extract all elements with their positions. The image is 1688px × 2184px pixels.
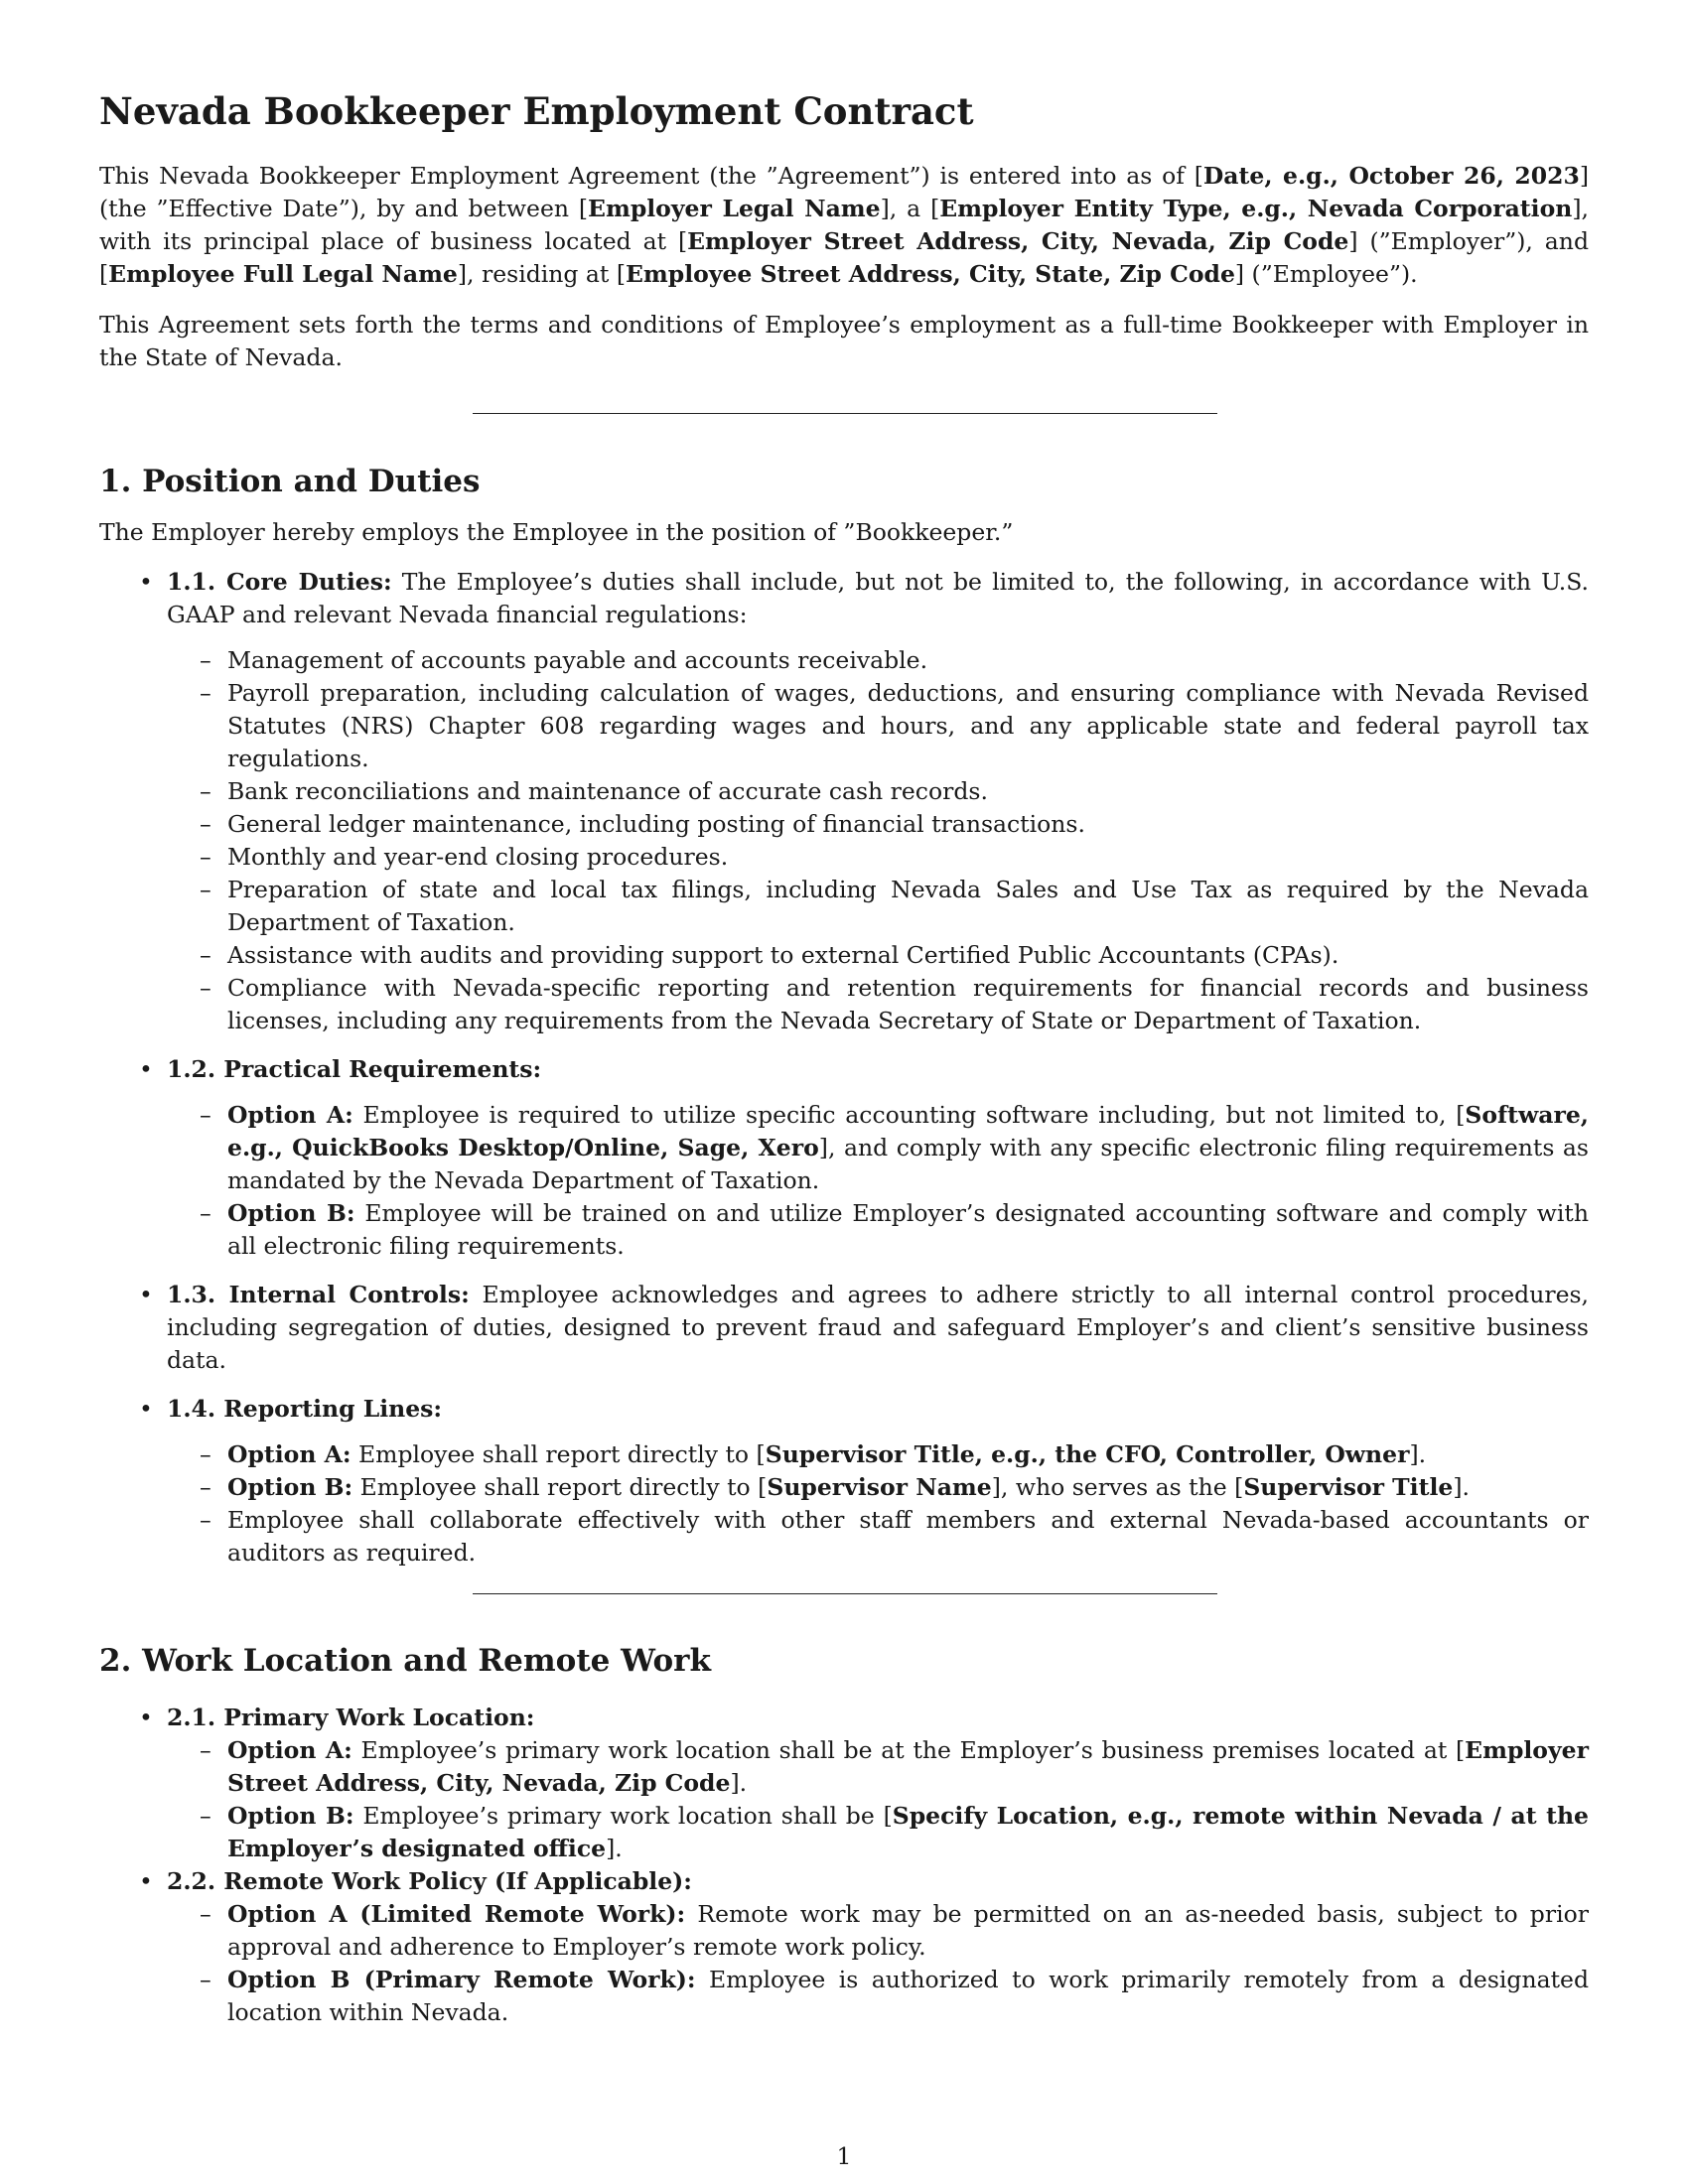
supervisor-title-placeholder: Supervisor Title, e.g., the CFO, Controller, Owner	[765, 1440, 1410, 1468]
employer-name-placeholder: Employer Legal Name	[588, 195, 881, 222]
section-1-heading: 1. Position and Duties	[99, 464, 481, 499]
core-duties-sublist	[167, 644, 1589, 1037]
supervisor-name-placeholder: Supervisor Name	[767, 1473, 992, 1501]
internal-controls-item: • 1.3. Internal Controls: Employee acknowledges and agrees to adhere strictly to all internal control procedures, including segregation of duties, designed to prevent fraud and safeguard Employer’s and client’s sensitive business data.	[99, 1279, 1589, 1377]
employee-address-placeholder: Employee Street Address, City, State, Zip Code	[626, 260, 1235, 288]
list-item: – Option B (Primary Remote Work): Employee is authorized to work primarily remotely from a designated location within Nevada.	[167, 1964, 1589, 2029]
work-address-placeholder: Employer Street Address, City, Nevada, Zip Code	[227, 1736, 1589, 1797]
reporting-lines-item: • 1.4. Reporting Lines: – Option A: Employee shall report directly to [Supervisor Title, e.g., the CFO, Controller, Owner]. – Option B: Employee shall report directly to [Supervisor Name], who serves as the [Supervisor Title]. – Employee shall collaborate effectively with other staff members and external Nevada-based accountants or auditors as required.	[99, 1393, 1589, 1570]
list-item: – Payroll preparation, including calculation of wages, deductions, and ensuring compliance with Nevada Revised Statutes (NRS) Chapter 608 regarding wages and hours, and any applicable state and federal payroll tax regulations.	[167, 677, 1589, 775]
date-placeholder: Date, e.g., October 26, 2023	[1202, 162, 1580, 190]
page-number: 1	[836, 2142, 852, 2170]
intro-paragraph-2: This Agreement sets forth the terms and conditions of Employee’s employment as a full-time Bookkeeper with Employer in the State of Nevada.	[99, 311, 1589, 371]
document-page	[99, 0, 1589, 2184]
list-item: – Preparation of state and local tax filings, including Nevada Sales and Use Tax as required by the Nevada Department of Taxation.	[167, 874, 1589, 939]
section-divider	[473, 413, 1217, 414]
list-item: – Option A: Employee shall report directly to [Supervisor Title, e.g., the CFO, Controller, Owner].	[167, 1438, 1589, 1471]
remote-work-policy-item: • 2.2. Remote Work Policy (If Applicable): – Option A (Limited Remote Work): Remote work may be permitted on an as-needed basis, subject to prior approval and adherence to Employer’s remote work policy. – Option B (Primary Remote Work): Employee is authorized to work primarily remotely from a designated location within Nevada.	[99, 1865, 1589, 2029]
list-item: – Option A (Limited Remote Work): Remote work may be permitted on an as-needed basis, subject to prior approval and adherence to Employer’s remote work policy.	[167, 1898, 1589, 1964]
primary-work-location-item: • 2.1. Primary Work Location: – Option A: Employee’s primary work location shall be at the Employer’s business premises located at [Employer Street Address, City, Nevada, Zip Code]. – Option B: Employee’s primary work location shall be [Specify Location, e.g., remote within Nevada / at the Employer’s designated office].	[99, 1702, 1589, 1865]
section-1-lead: The Employer hereby employs the Employee in the position of ”Bookkeeper.”	[99, 518, 1014, 546]
employer-address-placeholder: Employer Street Address, City, Nevada, Zip Code	[687, 227, 1349, 255]
list-item: – Management of accounts payable and accounts receivable.	[167, 644, 1589, 677]
list-item: – Assistance with audits and providing support to external Certified Public Accountants (CPAs).	[167, 939, 1589, 972]
list-item: – General ledger maintenance, including posting of financial transactions.	[167, 808, 1589, 841]
list-item: – Option B: Employee’s primary work location shall be [Specify Location, e.g., remote within Nevada / at the Employer’s designated office].	[167, 1800, 1589, 1865]
employee-name-placeholder: Employee Full Legal Name	[108, 260, 458, 288]
supervisor-title-placeholder: Supervisor Title	[1243, 1473, 1454, 1501]
core-duties-item: • 1.1. Core Duties: The Employee’s duties shall include, but not be limited to, the following, in accordance with U.S. GAAP and relevant Nevada financial regulations: – Management of accounts payable and accounts receivable. – Payroll preparation, including calculation of wages, deductions, and ensuring compliance with Nevada Revised Statutes (NRS) Chapter 608 regarding wages and hours, and any applicable state and federal payroll tax regulations. – Bank reconciliations and maintenance of accurate cash records. – General ledger maintenance, including posting of financial transactions. – Monthly and year-end closing procedures. – Preparation of state and local tax filings, including Nevada Sales and Use Tax as required by the Nevada Department of Taxation. – Assistance with audits and providing support to external Certified Public Accountants (CPAs). – Compliance with Nevada-specific reporting and retention requirements for financial records and business licenses, including any requirements from the Nevada Secretary of State or Department of Taxation.	[99, 566, 1589, 1037]
work-location-placeholder: Specify Location, e.g., remote within Nevada / at the Employer’s designated office	[227, 1802, 1589, 1862]
list-item: – Option A: Employee is required to utilize specific accounting software including, but not limited to, [Software, e.g., QuickBooks Desktop/Online, Sage, Xero], and comply with any specific electronic filing requirements as mandated by the Nevada Department of Taxation.	[167, 1099, 1589, 1197]
entity-type-placeholder: Employer Entity Type, e.g., Nevada Corporation	[939, 195, 1573, 222]
list-item: – Employee shall collaborate effectively with other staff members and external Nevada-based accountants or auditors as required.	[167, 1504, 1589, 1570]
section-divider	[473, 1593, 1217, 1594]
section-2-list	[99, 1702, 1589, 2029]
software-placeholder: Software, e.g., QuickBooks Desktop/Online, Sage, Xero	[227, 1101, 1589, 1161]
list-item: – Option B: Employee will be trained on and utilize Employer’s designated accounting software and comply with all electronic filing requirements.	[167, 1197, 1589, 1263]
intro-paragraph: This Nevada Bookkeeper Employment Agreement (the ”Agreement”) is entered into as of [Date, e.g., October 26, 2023] (the ”Effective Date”), by and between [Employer Legal Name], a [Employer Entity Type, e.g., Nevada Corporation], with its principal place of business located at [Employer Street Address, City, Nevada, Zip Code] (”Employer”), and [Employee Full Legal Name], residing at [Employee Street Address, City, State, Zip Code] (”Employee”).	[99, 162, 1589, 288]
list-item: – Monthly and year-end closing procedures.	[167, 841, 1589, 874]
practical-requirements-item: • 1.2. Practical Requirements: – Option A: Employee is required to utilize specific accounting software including, but not limited to, [Software, e.g., QuickBooks Desktop/Online, Sage, Xero], and comply with any specific electronic filing requirements as mandated by the Nevada Department of Taxation. – Option B: Employee will be trained on and utilize Employer’s designated accounting software and comply with all electronic filing requirements.	[99, 1053, 1589, 1263]
section-2-heading: 2. Work Location and Remote Work	[99, 1643, 711, 1679]
list-item: – Compliance with Nevada-specific reporting and retention requirements for financial records and business licenses, including any requirements from the Nevada Secretary of State or Department of Taxation.	[167, 972, 1589, 1037]
section-1-list	[99, 566, 1589, 1570]
document-title: Nevada Bookkeeper Employment Contract	[99, 89, 974, 133]
list-item: – Bank reconciliations and maintenance of accurate cash records.	[167, 775, 1589, 808]
list-item: – Option A: Employee’s primary work location shall be at the Employer’s business premises located at [Employer Street Address, City, Nevada, Zip Code].	[167, 1734, 1589, 1800]
list-item: – Option B: Employee shall report directly to [Supervisor Name], who serves as the [Supervisor Title].	[167, 1471, 1589, 1504]
